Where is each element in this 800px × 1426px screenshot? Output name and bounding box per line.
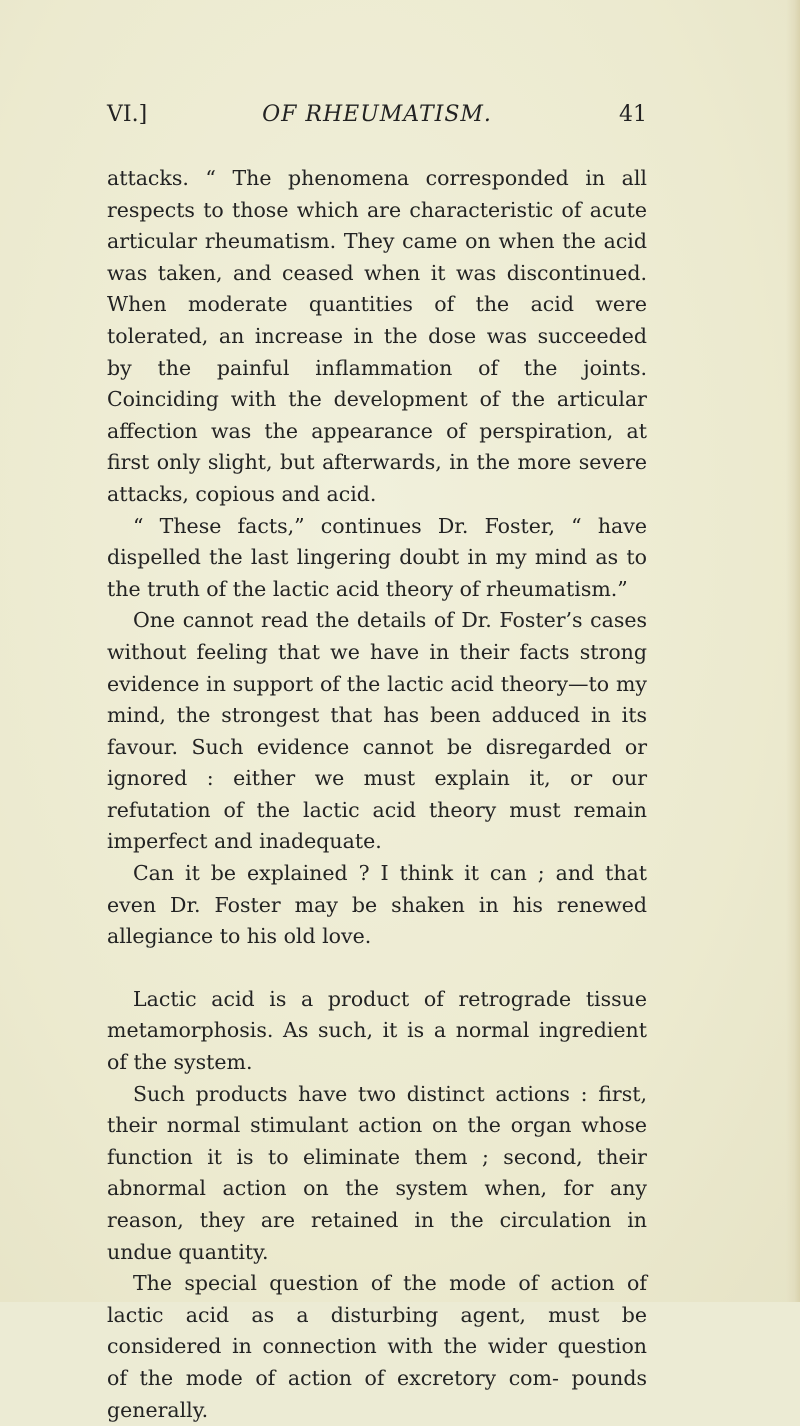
paragraph-5: Lactic acid is a product of retrograde tissue metamorphosis. As such, it is a normal ingredient of the system.: [107, 986, 647, 1075]
paragraph-6: Such products have two distinct actions : first, their normal stimulant action on the organ whose function it is to eliminate them ; second, their abnormal action on the system when, for any reason, they are retained in the circulation in undue quantity.: [107, 1081, 647, 1264]
paragraph-2: “ These facts,” continues Dr. Foster, “ have dispelled the last lingering doubt in my mind as to the truth of the lactic acid theory of rheumatism.”: [107, 513, 647, 601]
paragraph-4: Can it be explained ? I think it can ; and that even Dr. Foster may be shaken in his renewed allegiance to his old love.: [107, 861, 647, 949]
running-header: [107, 99, 647, 131]
page-edge-shadow: [786, 0, 800, 1302]
paragraph-1: attacks. “ The phenomena corresponded in all respects to those which are characteristic of acute articular rheumatism. They came on when the acid was taken, and ceased when it was discontinued. When moderate quantities of the acid were tolerated, an increase in the dose was succeeded by the painful inflammation of the joints. Coinciding with the development of the articular affection was the appearance of perspiration, at first only slight, but afterwards, in the more severe attacks, copious and acid.: [107, 166, 647, 506]
paragraph-7: The special question of the mode of action of lactic acid as a disturbing agent, must be considered in connection with the wider question of the mode of action of excretory com- pounds generally.: [107, 1271, 647, 1422]
body-text: [107, 163, 647, 1426]
paragraph-3: One cannot read the details of Dr. Foster’s cases without feeling that we have in their facts strong evidence in support of the lactic acid theory—to my mind, the strongest that has been adduced in its favour. Such evidence cannot be disregarded or ignored : either we must explain it, or our refutation of the lactic acid theory must remain imperfect and inadequate.: [107, 608, 647, 854]
chapter-number: VI.]: [107, 102, 148, 127]
running-title: OF RHEUMATISM.: [262, 102, 492, 127]
page-number: 41: [619, 102, 647, 127]
